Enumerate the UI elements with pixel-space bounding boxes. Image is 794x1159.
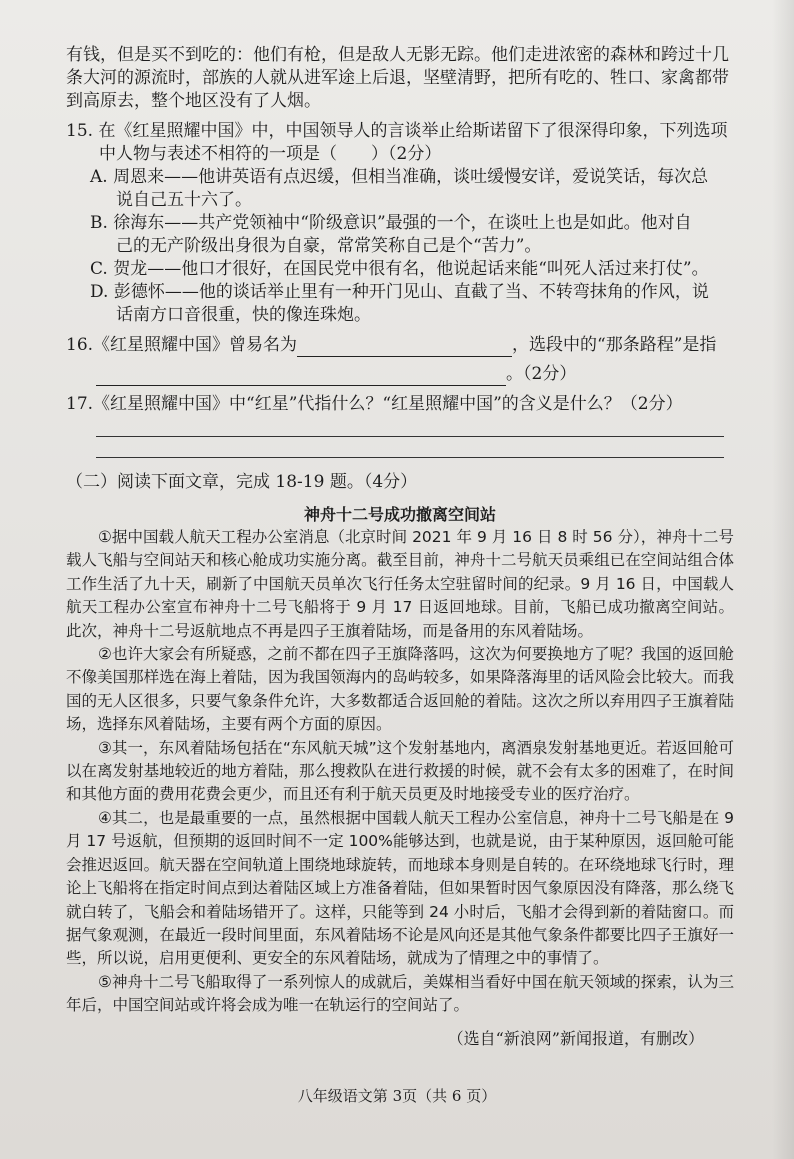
option-a-cont: 说自己五十六了。 [116, 190, 252, 210]
option-b-cont: 己的无产阶级出身很为自豪，常常笑称自己是个“苦力”。 [116, 236, 542, 256]
option-c [66, 258, 734, 281]
question-16-text-2: ，选段中的“那条路程”是指 [512, 335, 717, 355]
intro-passage [66, 44, 734, 113]
question-16-text-3: 。（2分） [506, 364, 577, 384]
article-title: 神舟十二号成功撤离空间站 [303, 505, 496, 524]
page-edge-shadow [772, 0, 794, 1159]
question-17-stem: 17.《红星照耀中国》中“红星”代指什么？“红星照耀中国”的含义是什么？（2分） [66, 394, 683, 414]
option-b-text: B. 徐海东——共产党领袖中“阶级意识”最强的一个，在谈吐上也是如此。他对自 [90, 213, 692, 233]
question-16-text-1: 16.《红星照耀中国》曾易名为 [66, 335, 298, 355]
question-15-stem: 15. 在《红星照耀中国》中，中国领导人的言谈举止给斯诺留下了很深得印象，下列选项 [66, 121, 728, 141]
intro-line: 到高原去，整个地区没有了人烟。 [66, 91, 321, 111]
question-16 [66, 334, 734, 386]
article-paragraph-3: ③其一，东风着陆场包括在“东风航天城”这个发射基地内，离酒泉发射基地更近。若返回舱可以在离发射基地较近的地方着陆，那么搜救队在进行救援的时候，就不会有太多的困难了，在时间和其他方面的费用花费会更少，而且还有利于航天员更及时地接受专业的医疗治疗。 [66, 738, 734, 804]
article-source: （选自“新浪网”新闻报道，有删改） [447, 1028, 704, 1048]
article-paragraph-5: ⑤神舟十二号飞船取得了一系列惊人的成就后，美媒相当看好中国在航天领域的探索，认为三年后，中国空间站或许将会成为唯一在轨运行的空间站了。 [66, 972, 734, 1015]
option-d [66, 281, 734, 327]
article-paragraph-4: ④其二，也是最重要的一点，虽然根据中国载人航天工程办公室信息，神舟十二号飞船是在 9 月 17 号返航，但预期的返回时间不一定 100%能够达到，也就是说，由于某种原因，返回舱可能会推迟返回。航天器在空间轨道上围绕地球旋转，而地球本身则是自转的。在环绕地球飞行时，理论上飞船将在指定时间点到达着陆区域上方准备着陆，但如果暂时因气象原因没有降落，那么绕飞就白转了，飞船会和着陆场错开了。这样，只能等到 24 小时后，飞船才会得到新的着陆窗口。而据气象观测，在最近一段时间里面，东风着陆场不论是风向还是其他气象条件都要比四子王旗好一些，所以说，启用更便利、更安全的东风着陆场，就成为了情理之中的事情了。 [66, 808, 734, 968]
option-a-text: A. 周恩来——他讲英语有点迟缓，但相当准确，谈吐缓慢安详，爱说笑话，每次总 [90, 167, 709, 187]
article-paragraph-2: ②也许大家会有所疑惑，之前不都在四子王旗降落吗，这次为何要换地方了呢？我国的返回舱不像美国那样选在海上着陆，因为我国领海内的岛屿较多，如果降落海里的话风险会比较大。而我国的无人区很多，只要气象条件允许，大多数都适合返回舱的着陆。这次之所以弃用四子王旗着陆场，选择东风着陆场，主要有两个方面的原因。 [66, 645, 734, 734]
option-a [66, 166, 734, 212]
question-15 [66, 120, 734, 327]
question-16-line-2 [66, 363, 734, 386]
option-c-text: C. 贺龙——他口才很好，在国民党中很有名，他说起话来能“叫死人活过来打仗”。 [90, 259, 709, 279]
section-2-heading: （二）阅读下面文章，完成 18-19 题。（4分） [66, 472, 418, 492]
intro-line: 有钱，但是买不到吃的：他们有枪，但是敌人无影无踪。他们走进浓密的森林和跨过十几 [66, 45, 729, 65]
option-d-cont: 话南方口音很重，快的像连珠炮。 [116, 305, 371, 325]
option-d-text: D. 彭德怀——他的谈话举止里有一种开门见山、直截了当、不转弯抹角的作风，说 [90, 282, 709, 302]
question-17 [66, 393, 734, 458]
question-16-line-1 [66, 334, 734, 357]
article-paragraph-1: ①据中国载人航天工程办公室消息（北京时间 2021 年 9 月 16 日 8 时 56 分），神舟十二号载人飞船与空间站天和核心舱成功实施分离。截至目前，神舟十二号航天员乘组已在空间站组合体工作生活了九十天，刷新了中国航天员单次飞行任务太空驻留时间的纪录。9 月 16 日，中国载人航天工程办公室宣布神舟十二号飞船将于 9 月 17 日返回地球。目前，飞船已成功撤离空间站。此次，神舟十二号返航地点不再是四子王旗着陆场，而是备用的东风着陆场。 [66, 528, 734, 640]
answer-blank-1[interactable] [297, 338, 512, 357]
option-b [66, 212, 734, 258]
question-15-stem-cont: 中人物与表述不相符的一项是（ ）（2分） [99, 144, 442, 164]
intro-line: 条大河的源流时，部族的人就从进军途上后退，坚壁清野，把所有吃的、牲口、家禽都带 [66, 68, 729, 88]
answer-line-2[interactable] [96, 457, 724, 458]
answer-blank-2[interactable] [96, 367, 506, 386]
answer-line-1[interactable] [96, 436, 724, 437]
page-footer: 八年级语文第 3页（共 6 页） [297, 1087, 497, 1105]
